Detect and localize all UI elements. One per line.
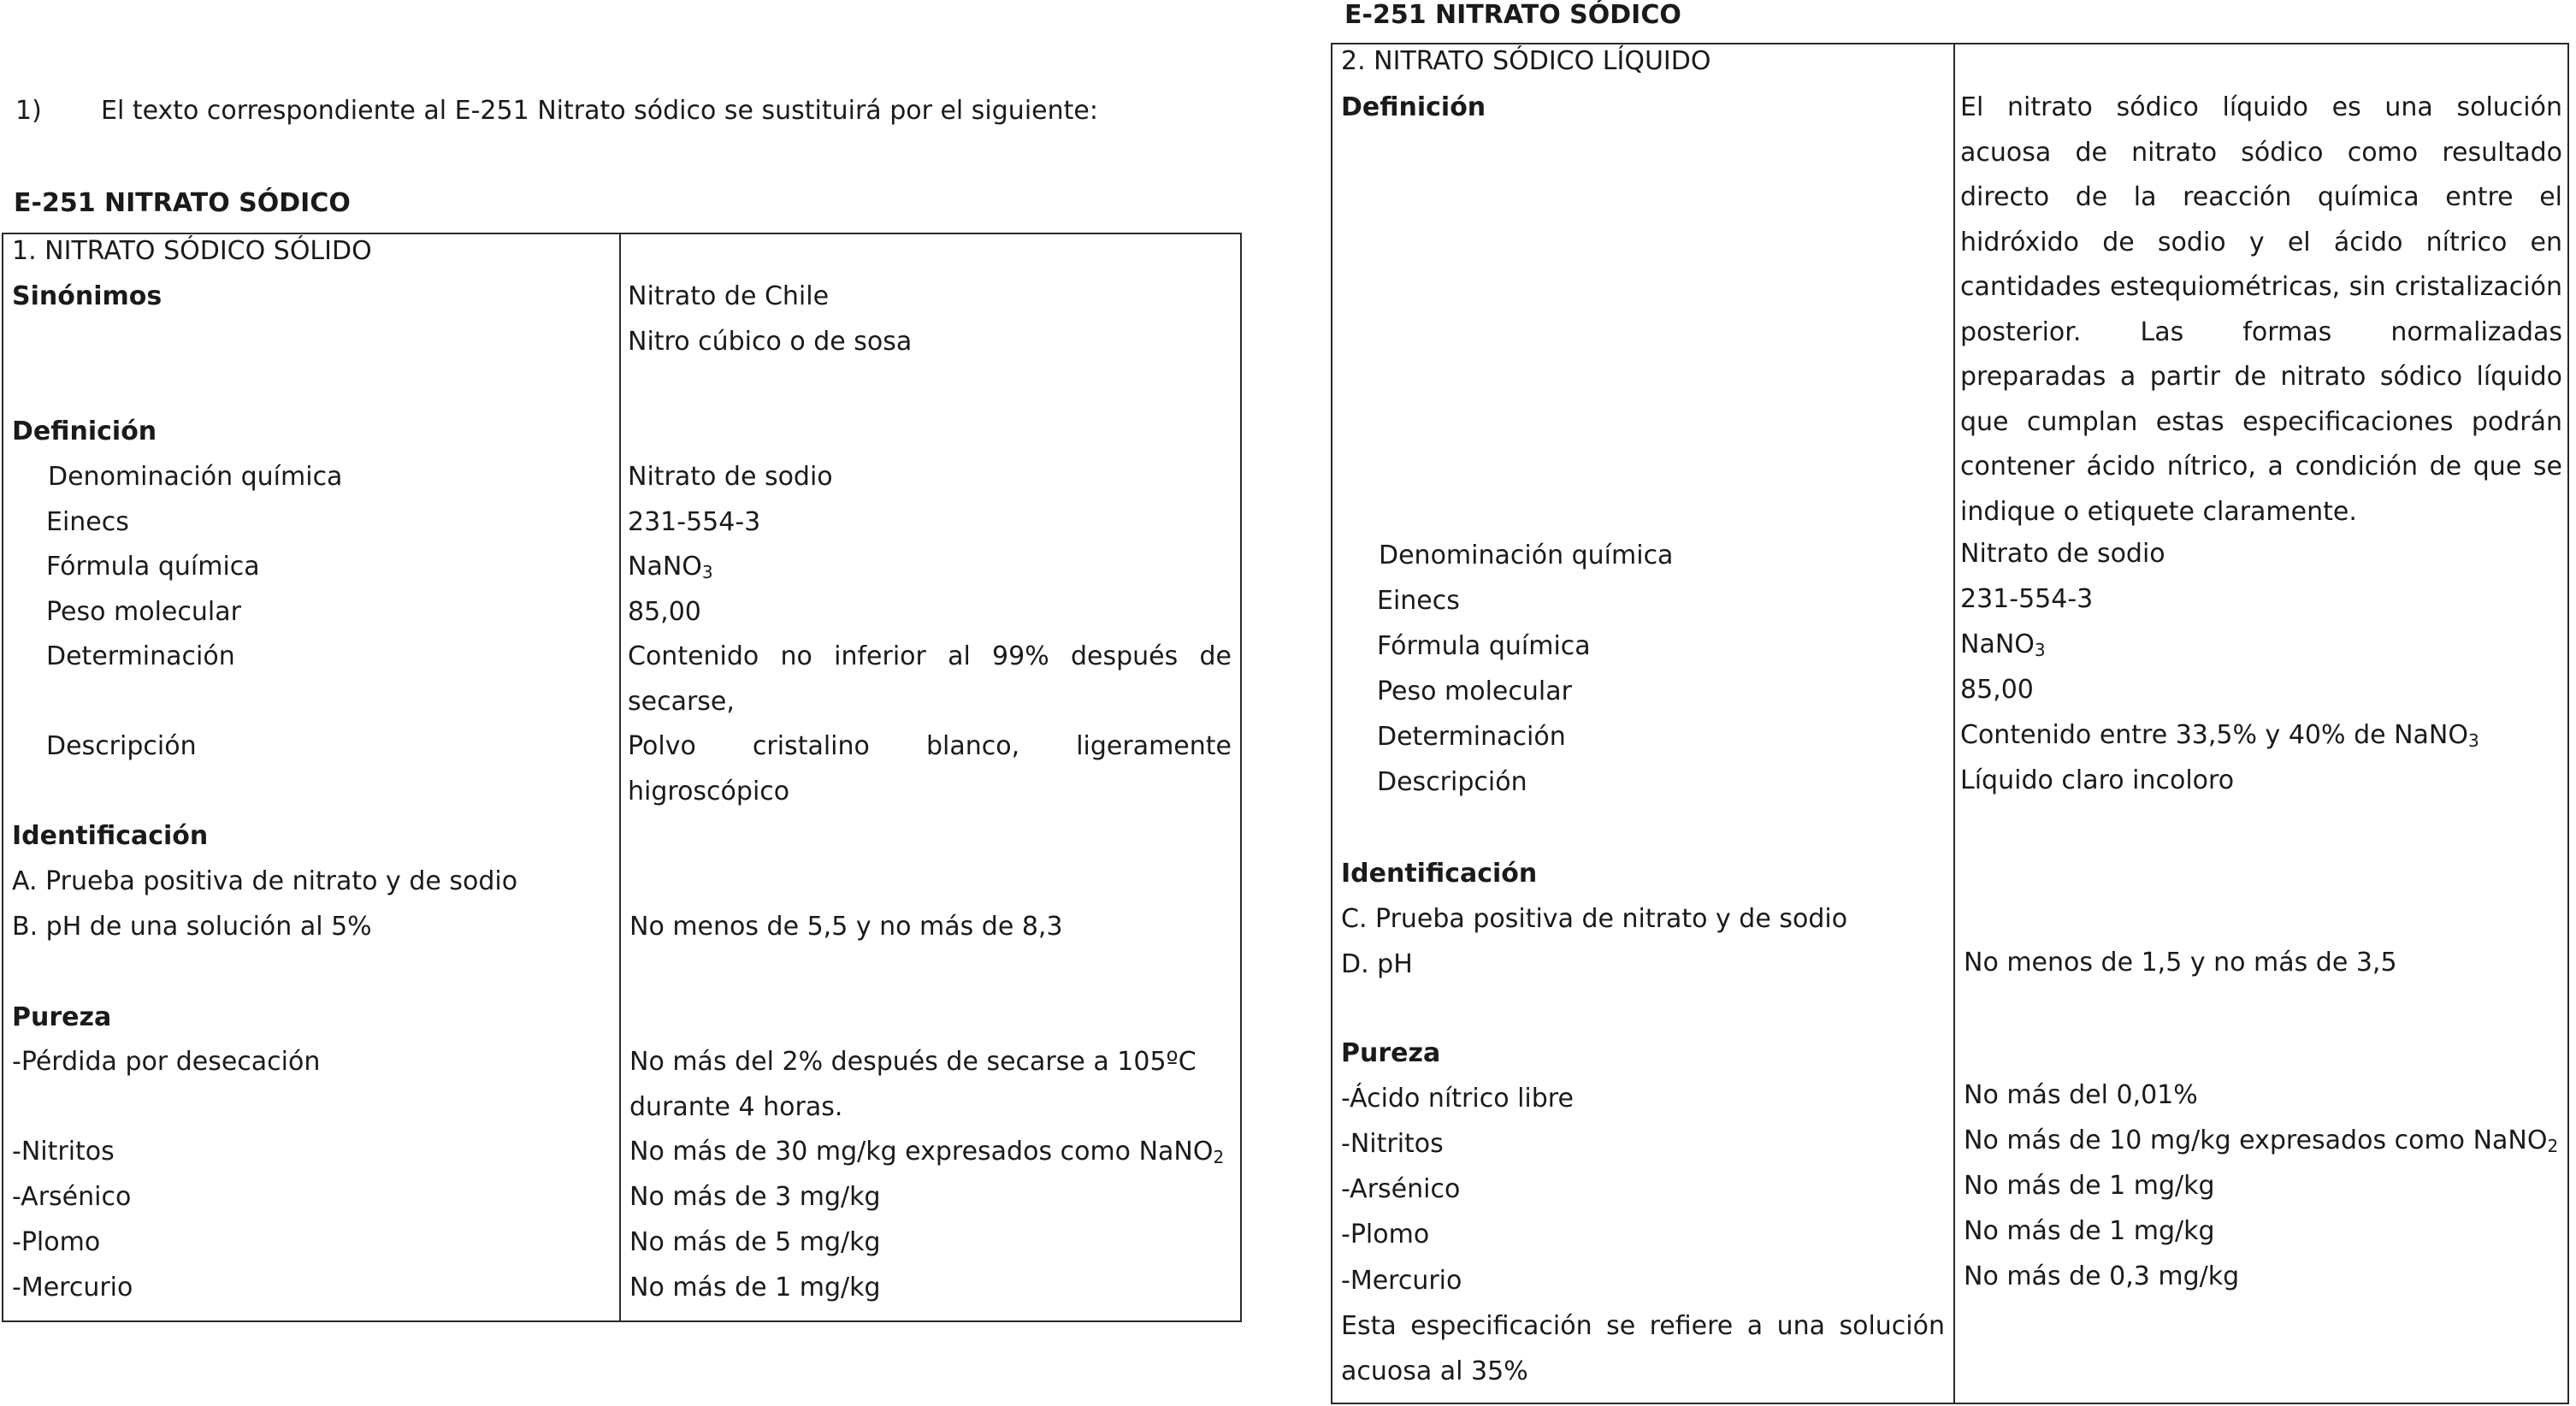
r-label-determinacion: Determinación	[1377, 722, 1566, 752]
value-einecs: 231-554-3	[628, 507, 761, 537]
label-descripcion: Descripción	[46, 731, 197, 761]
r-value-descripcion: Líquido claro incoloro	[1960, 765, 2235, 795]
r-value-peso: 85,00	[1960, 675, 2034, 705]
label-sinonimos: Sinónimos	[12, 281, 162, 311]
label-arsenico: -Arsénico	[12, 1182, 132, 1212]
intro-number: 1)	[15, 96, 42, 126]
r-value-arsenico: No más de 1 mg/kg	[1964, 1171, 2215, 1201]
left-spec-table	[2, 233, 1242, 1322]
label-pureza: Pureza	[12, 1002, 112, 1032]
r-label-identificacion: Identificación	[1341, 859, 1538, 889]
value-mercurio: No más de 1 mg/kg	[629, 1273, 881, 1303]
label-plomo: -Plomo	[12, 1227, 101, 1257]
right-heading: E-251 NITRATO SÓDICO	[1344, 0, 1681, 30]
r-label-prueba-c: C. Prueba positiva de nitrato y de sodio	[1341, 904, 1848, 934]
r-value-acido: No más del 0,01%	[1964, 1080, 2198, 1110]
r-footnote: Esta especificación se refiere a una solución acuosa al 35%	[1341, 1311, 1945, 1386]
r-label-peso: Peso molecular	[1377, 676, 1572, 706]
r-value-einecs: 231-554-3	[1960, 584, 2094, 614]
label-peso: Peso molecular	[46, 597, 241, 627]
value-nitritos: No más de 30 mg/kg expresados como NaNO$_2$	[629, 1137, 1225, 1167]
r-label-mercurio: -Mercurio	[1341, 1266, 1462, 1296]
r-value-denominacion: Nitrato de sodio	[1960, 539, 2165, 569]
r-value-nitritos: No más de 10 mg/kg expresados como NaNO$_2$	[1964, 1125, 2559, 1156]
value-plomo: No más de 5 mg/kg	[629, 1227, 881, 1257]
value-arsenico: No más de 3 mg/kg	[629, 1182, 881, 1212]
r-label-descripcion: Descripción	[1377, 767, 1527, 797]
label-prueba-a: A. Prueba positiva de nitrato y de sodio	[12, 866, 518, 896]
r-label-denominacion: Denominación química	[1379, 541, 1674, 570]
r-value-plomo: No más de 1 mg/kg	[1964, 1216, 2215, 1246]
r-label-pureza: Pureza	[1341, 1038, 1441, 1068]
value-descripcion: Polvo cristalino blanco, ligeramente higroscópico	[628, 731, 1232, 806]
value-peso: 85,00	[628, 597, 701, 627]
r-label-nitritos: -Nitritos	[1341, 1129, 1444, 1159]
label-definicion-liquido: Definición	[1341, 92, 1486, 122]
label-determinacion: Determinación	[46, 641, 235, 671]
value-determinacion: Contenido no inferior al 99% después de secarse,	[628, 641, 1232, 717]
r-label-arsenico: -Arsénico	[1341, 1174, 1461, 1204]
value-formula: NaNO$_3$	[628, 552, 713, 582]
intro-text: El texto correspondiente al E-251 Nitrato sódico se sustituirá por el siguiente:	[101, 96, 1098, 126]
label-mercurio: -Mercurio	[12, 1273, 133, 1303]
label-ph-b: B. pH de una solución al 5%	[12, 912, 372, 942]
value-perdida: No más del 2% después de secarse a 105ºC durante 4 horas.	[629, 1047, 1196, 1122]
r-label-einecs: Einecs	[1377, 586, 1460, 616]
value-definicion-liquido: El nitrato sódico líquido es una solución acuosa de nitrato sódico como resultado directo de la reacción química entre el hidróxido de sodio y el ácido nítrico en cantidades estequiométricas, sin cristalización posterior. Las formas normalizadas preparadas a partir de nitrato sódico líquido que cumplan estas especificaciones podrán contener ácido nítrico, a condición de que se indique o etiquete claramente.	[1960, 92, 2562, 527]
value-sinonimo-2: Nitro cúbico o de sosa	[628, 327, 913, 357]
value-denominacion: Nitrato de sodio	[628, 462, 833, 492]
right-table-title: 2. NITRATO SÓDICO LÍQUIDO	[1341, 46, 1711, 76]
left-heading: E-251 NITRATO SÓDICO	[14, 188, 351, 218]
label-formula: Fórmula química	[46, 552, 260, 582]
left-table-title: 1. NITRATO SÓDICO SÓLIDO	[12, 236, 372, 266]
r-label-formula: Fórmula química	[1377, 631, 1591, 661]
value-sinonimo-1: Nitrato de Chile	[628, 281, 830, 311]
r-value-ph-d: No menos de 1,5 y no más de 3,5	[1964, 948, 2397, 978]
label-nitritos: -Nitritos	[12, 1137, 115, 1167]
value-ph-b: No menos de 5,5 y no más de 8,3	[629, 912, 1063, 942]
label-definicion: Definición	[12, 416, 157, 446]
r-label-acido: -Ácido nítrico libre	[1341, 1084, 1574, 1114]
r-value-mercurio: No más de 0,3 mg/kg	[1964, 1261, 2240, 1291]
label-perdida: -Pérdida por desecación	[12, 1047, 321, 1077]
label-einecs: Einecs	[46, 507, 129, 537]
right-spec-table	[1331, 43, 2569, 1404]
r-value-formula: NaNO$_3$	[1960, 629, 2046, 660]
r-value-determinacion: Contenido entre 33,5% y 40% de NaNO$_3$	[1960, 720, 2479, 751]
r-label-ph-d: D. pH	[1341, 949, 1413, 979]
label-denominacion: Denominación química	[48, 462, 343, 492]
r-label-plomo: -Plomo	[1341, 1220, 1430, 1249]
label-identificacion: Identificación	[12, 821, 209, 851]
